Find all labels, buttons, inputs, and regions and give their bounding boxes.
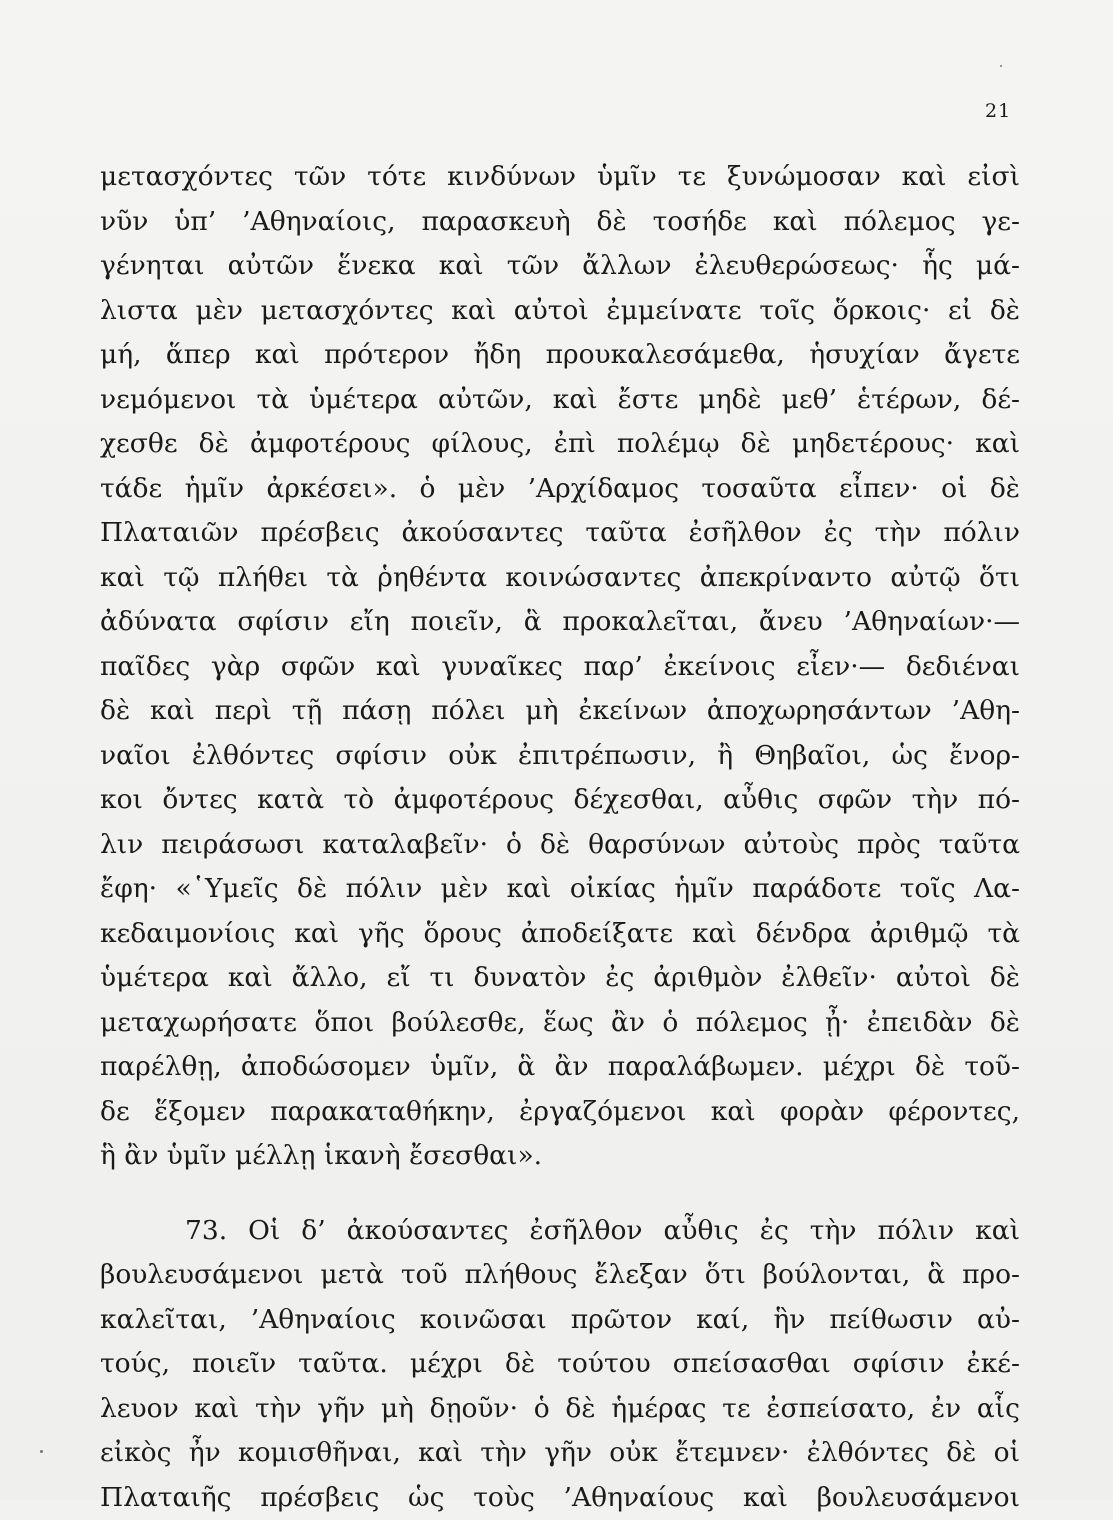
text-line: μή, ἅπερ καὶ πρότερον ἤδη προυκαλεσάμεθα, ἡσυχίαν ἄγετε [100, 333, 1020, 378]
text-line: νεμόμενοι τὰ ὑμέτερα αὐτῶν, καὶ ἔστε μηδὲ μεθ’ ἑτέρων, δέ- [100, 378, 1020, 423]
text-line: καὶ τῷ πλήθει τὰ ῥηθέντα κοινώσαντες ἀπεκρίναντο αὐτῷ ὅτι [100, 556, 1020, 601]
text-line: κεδαιμονίοις καὶ γῆς ὅρους ἀποδείξατε καὶ δένδρα ἀριθμῷ τὰ [100, 912, 1020, 957]
paper-speck [40, 1450, 43, 1453]
body-text [100, 155, 1020, 1520]
text-line: ἀδύνατα σφίσιν εἴη ποιεῖν, ἃ προκαλεῖται, ἄνευ ’Αθηναίων·— [100, 600, 1020, 645]
text-line: ναῖοι ἐλθόντες σφίσιν οὐκ ἐπιτρέπωσιν, ἢ Θηβαῖοι, ὡς ἔνορ- [100, 734, 1020, 779]
text-line: ἣ ἂν ὑμῖν μέλλῃ ἱκανὴ ἔσεσθαι». [100, 1134, 1020, 1179]
text-line: χεσθε δὲ ἀμφοτέρους φίλους, ἐπὶ πολέμῳ δὲ μηδετέρους· καὶ [100, 422, 1020, 467]
text-line: κοι ὄντες κατὰ τὸ ἀμφοτέρους δέχεσθαι, αὖθις σφῶν τὴν πό- [100, 778, 1020, 823]
text-line: λιν πειράσωσι καταλαβεῖν· ὁ δὲ θαρσύνων αὐτοὺς πρὸς ταῦτα [100, 823, 1020, 868]
text-line-chapter-start: 73. Οἱ δ’ ἀκούσαντες ἐσῆλθον αὖθις ἐς τὴν πόλιν καὶ [100, 1209, 1020, 1254]
text-line: τούς, ποιεῖν ταῦτα. μέχρι δὲ τούτου σπείσασθαι σφίσιν ἐκέ- [100, 1342, 1020, 1387]
text-line: εἰκὸς ἦν κομισθῆναι, καὶ τὴν γῆν οὐκ ἔτεμνεν· ἐλθόντες δὲ οἱ [100, 1431, 1020, 1476]
text-line: παρέλθῃ, ἀποδώσομεν ὑμῖν, ἃ ἂν παραλάβωμεν. μέχρι δὲ τοῦ- [100, 1045, 1020, 1090]
text-line: λευον καὶ τὴν γῆν μὴ δῃοῦν· ὁ δὲ ἡμέρας τε ἐσπείσατο, ἐν αἷς [100, 1387, 1020, 1432]
paragraph-1 [100, 155, 1020, 1179]
text-line: δε ἕξομεν παρακαταθήκην, ἐργαζόμενοι καὶ φορὰν φέροντες, [100, 1090, 1020, 1135]
text-line: λιστα μὲν μετασχόντες καὶ αὐτοὶ ἐμμείνατε τοῖς ὅρκοις· εἰ δὲ [100, 289, 1020, 334]
text-line: δὲ καὶ περὶ τῇ πάσῃ πόλει μὴ ἐκείνων ἀποχωρησάντων ’Αθη- [100, 689, 1020, 734]
text-line: νῦν ὑπ’ ’Αθηναίοις, παρασκευὴ δὲ τοσήδε καὶ πόλεμος γε- [100, 200, 1020, 245]
page-number: 21 [985, 100, 1011, 122]
text-line: ἔφη· «῾Υμεῖς δὲ πόλιν μὲν καὶ οἰκίας ἡμῖν παράδοτε τοῖς Λα- [100, 867, 1020, 912]
text-line: μεταχωρήσατε ὅποι βούλεσθε, ἕως ἂν ὁ πόλεμος ᾖ· ἐπειδὰν δὲ [100, 1001, 1020, 1046]
text-line: γένηται αὐτῶν ἕνεκα καὶ τῶν ἄλλων ἐλευθερώσεως· ἧς μά- [100, 244, 1020, 289]
paper-speck [1000, 65, 1002, 67]
text-line: ὑμέτερα καὶ ἄλλο, εἴ τι δυνατὸν ἐς ἀριθμὸν ἐλθεῖν· αὐτοὶ δὲ [100, 956, 1020, 1001]
text-line: μετασχόντες τῶν τότε κινδύνων ὑμῖν τε ξυνώμοσαν καὶ εἰσὶ [100, 155, 1020, 200]
text-line: βουλευσάμενοι μετὰ τοῦ πλήθους ἔλεξαν ὅτι βούλονται, ἃ προ- [100, 1253, 1020, 1298]
paragraph-spacer [100, 1179, 1020, 1209]
text-line: τάδε ἡμῖν ἀρκέσει». ὁ μὲν ’Αρχίδαμος τοσαῦτα εἶπεν· οἱ δὲ [100, 467, 1020, 512]
text-line: καλεῖται, ’Αθηναίοις κοινῶσαι πρῶτον καί, ἣν πείθωσιν αὐ- [100, 1298, 1020, 1343]
text-line: παῖδες γὰρ σφῶν καὶ γυναῖκες παρ’ ἐκείνοις εἶεν·— δεδιέναι [100, 645, 1020, 690]
text-line: Πλαταιῶν πρέσβεις ἀκούσαντες ταῦτα ἐσῆλθον ἐς τὴν πόλιν [100, 511, 1020, 556]
text-line: Πλαταιῆς πρέσβεις ὡς τοὺς ’Αθηναίους καὶ βουλευσάμενοι [100, 1476, 1020, 1520]
paragraph-2 [100, 1209, 1020, 1520]
